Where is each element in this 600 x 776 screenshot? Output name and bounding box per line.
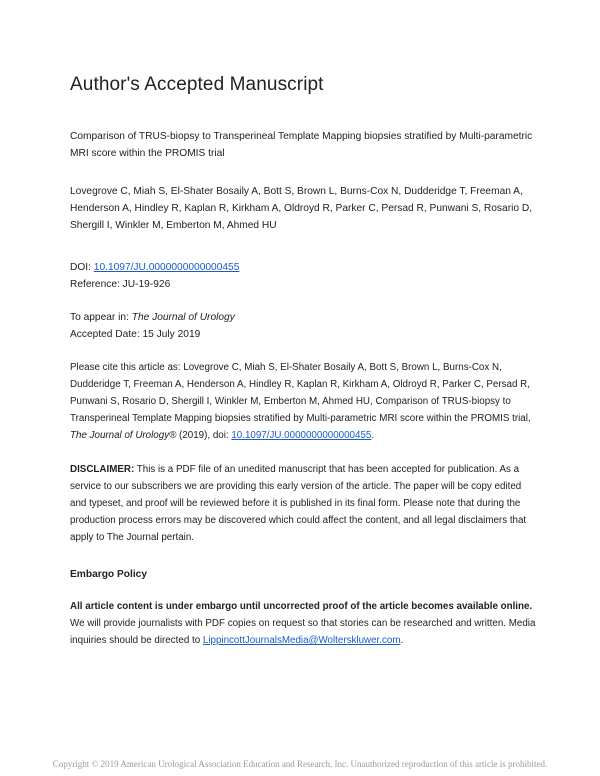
journal-info-block xyxy=(70,309,538,343)
embargo-paragraph xyxy=(70,598,538,649)
appear-label: To appear in: xyxy=(70,312,132,323)
article-title: Comparison of TRUS-biopsy to Transperineal Template Mapping biopsies stratified by Multi-parametric MRI score within the PROMIS trial xyxy=(70,131,533,159)
embargo-heading: Embargo Policy xyxy=(70,569,147,580)
embargo-suffix: . xyxy=(400,635,404,646)
doi-reference-block xyxy=(70,259,538,293)
doi-link[interactable]: 10.1097/JU.0000000000000455 xyxy=(93,262,240,273)
author-list: Lovegrove C, Miah S, El-Shater Bosaily A, Bott S, Brown L, Burns-Cox N, Dudderidge T, Freeman A, Henderson A, Hindley R, Kaplan R, Kirkham A, Oldroyd R, Parker C, Persad R, Punwani S, Rosario D, Shergill I, Winkler M, Emberton M, Ahmed HU xyxy=(70,186,533,231)
copyright-footer: Copyright © 2019 American Urological Association Education and Research, Inc. Unauthorized reproduction of this article is prohibited. xyxy=(52,759,548,769)
citation-suffix: . xyxy=(371,430,375,441)
media-email-link[interactable]: LippincottJournalsMedia@Wolterskluwer.com xyxy=(202,635,401,646)
accepted-line xyxy=(70,326,538,343)
citation-doi-link[interactable]: 10.1097/JU.0000000000000455 xyxy=(231,430,372,441)
accepted-label: Accepted Date: xyxy=(70,329,143,340)
embargo-text: We will provide journalists with PDF copies on request so that stories can be researched and written. Media inquiries should be directed to xyxy=(70,618,536,646)
disclaimer-label: DISCLAIMER: xyxy=(70,464,135,475)
manuscript-title: Author's Accepted Manuscript xyxy=(70,74,324,95)
reference-value: JU-19-926 xyxy=(122,279,171,290)
doi-label: DOI: xyxy=(70,262,94,273)
journal-name: The Journal of Urology xyxy=(131,312,235,323)
citation-text: Please cite this article as: Lovegrove C, Miah S, El-Shater Bosaily A, Bott S, Brown L, Burns-Cox N, Dudderidge T, Freeman A, Henderson A, Hindley R, Kaplan R, Kirkham A, Oldroyd R, Parker C, Persad R, Punwani S, Rosario D, Shergill I, Winkler M, Emberton M, Ahmed HU, Comparison of TRUS-biopsy to Transperineal Template Mapping biopsies stratified by Multi-parametric MRI score within the PROMIS trial, xyxy=(70,362,531,424)
citation-journal: The Journal of Urology® xyxy=(70,430,177,441)
reference-label: Reference: xyxy=(70,279,123,290)
citation-middle: (2019), doi: xyxy=(176,430,232,441)
reference-line xyxy=(70,276,538,293)
appear-line xyxy=(70,309,538,326)
accepted-date: 15 July 2019 xyxy=(142,329,201,340)
citation-paragraph xyxy=(70,359,538,444)
doi-line xyxy=(70,259,538,276)
embargo-bold-text: All article content is under embargo until uncorrected proof of the article becomes available online. xyxy=(70,601,533,612)
disclaimer-paragraph xyxy=(70,461,538,546)
disclaimer-text: This is a PDF file of an unedited manuscript that has been accepted for publication. As a service to our subscribers we are providing this early version of the article. The paper will be copy edited and typeset, and proof will be reviewed before it is published in its final form. Please note that during the production process errors may be discovered which could affect the content, and all legal disclaimers that apply to The Journal pertain. xyxy=(70,464,527,543)
